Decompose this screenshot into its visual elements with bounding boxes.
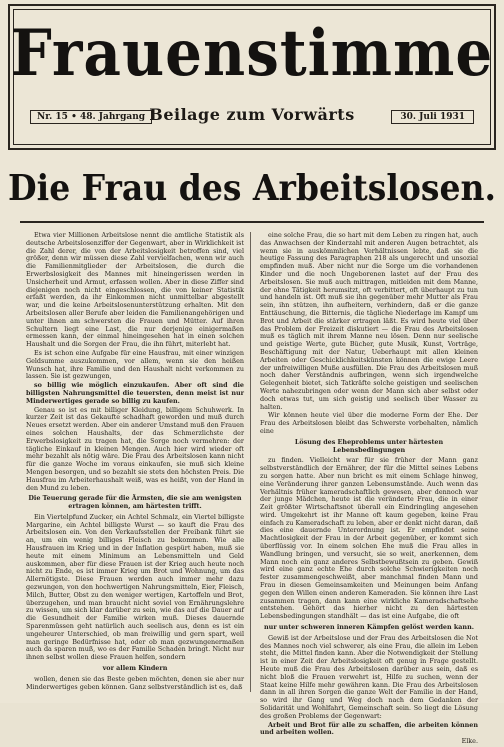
article-headline: Die Frau des Arbeitslosen. — [8, 166, 496, 209]
paragraph: Ein Viertelpfund Zucker, ein Achtel Schmalz, ein Viertel billigste Margarine, ein Achtel billigste Wurst — so kauft die Frau des Arbeitslosen ein. Von den Verkaufsstellen der Freibank führt sie an, um ein wenig billiges Fleisch zu bekommen. Wie alle Hausfrauen im Krieg und in der Inflation gespürt haben, muß sie heute mit einem Minimum an Lebensmitteln und Geld auskommen, aber für diese Frauen ist der Krieg auch heute noch nicht zu Ende, es ist immer Krieg um Brot und Wohnung, um das Allernötigste. Diese Frauen werden auch immer mehr dazu gezwungen, von den hochwertigen Nahrungsmitteln, Eier, Fleisch, Milch, Butter, Obst zu den weniger wertigen, Kartoffeln und Brot, überzugehen, und man braucht nicht soviel von Ernährungslehre zu wissen, um sich klar darüber zu sein, wie das auf die Dauer auf die Gesundheit der Familie wirken muß. Dieses dauernde Sparenmüssen geht natürlich auch seelisch aus, denn es ist ein ungeheurer Unterschied, ob man freiwillig und gern spart, weil man geringe Bedürfnisse hat, oder ob man gezwungenermaßen auch da sparen muß, wo es der Familie Schaden bringt. Nicht nur ihnen selbst wollen diese Frauen helfen, sondern — [26, 512, 244, 662]
paragraph: Gewiß ist der Arbeitslose und der Frau des Arbeitslosen die Not des Mannes noch viel schwerer, als eine Frau, die allein im Leben steht, die Mittel finden kann. Aber die Notwendigkeit der Stellung ist in einer Zeit der Arbeitslosigkeit oft genug in Frage gestellt. Heute muß die Frau des Arbeitslosen darüber aus sein, daß es nicht bloß die Frauen verwehrt ist, Hilfe zu suchen, wenn der Staat keine Hilfe mehr gewähren kann. Die Frau des Arbeitslosen dann in all ihren Sorgen die ganze Welt der Familie in der Hand, so wird ihr Gang und Weg doch nach dem Gedanken der Solidarität und Wohlfahrt, Gemeinschaft sein. So liegt die Lösung des großen Problems der Gegenwart: — [260, 633, 478, 720]
column-divider — [250, 232, 251, 692]
paragraph: Es ist schon eine Aufgabe für eine Hausfrau, mit einer winzigen Geldsumme auszukommen, vor allem, wenn sie den heißen Wunsch hat, ihre Familie und den Haushalt nicht verkommen zu lassen. Sie ist gezwungen, — [26, 348, 244, 381]
paragraph: Wir können heute viel über die moderne Form der Ehe. Der Frau des Arbeitslosen bleibt das Schwerste vorbehalten, nämlich eine — [260, 411, 478, 435]
paragraph-emphasis: so billig wie möglich einzukaufen. Aber oft sind die billigsten Nahrungsmittel die teuersten, denn meist ist nur Minderwertiges gerade so billig zu kaufen. — [26, 381, 244, 405]
paragraph-emphasis: Arbeit und Brot für alle zu schaffen, die arbeiten können und arbeiten wollen. — [260, 720, 478, 737]
subheading: vor allem Kindern — [102, 664, 168, 673]
paragraph: eine solche Frau, die so hart mit dem Leben zu ringen hat, auch das Anwachsen der Kinderzahl mit anderen Augen betrachtet, als wenn sie in auskömmlichen Verhältnissen lebte, daß sie die heutige Fassung des Paragraphen 218 als ungerecht und unsozial empfinden muß. Aber nicht nur die Sorge um die vorhandenen Kinder und die noch Ungeborenen lastet auf der Frau des Arbeitslosen. Sie muß auch mittragen, mitleiden mit dem Manne, der ohne Tätigkeit herumsitzt, oft verbittert, oft überhaupt zu tun und handeln ist. Oft muß sie ihn gegenüber mehr Mutter als Frau sein, ihn stützen, ihn aufheitern, verhindern, daß er die ganze Enttäuschung, die Bitternis, die tägliche Niederlage im Kampf um Brot und Arbeit die stärker ertragen läßt. Es wird heute viel über das Problem der Freizeit diskutiert — die Frau des Arbeitslosen muß es täglich mit ihrem Manne neu lösen. Denn nur seelische und geistige Werte, gute Bücher, gute Musik, Kunst, Vorträge, Beschäftigung mit der Natur, Ueberhaupt mit allen kleinen Arbeiten oder Geschicklichkeitskünsten können die ewige Leere der unfreiwilligen Muße ausfüllen. Die Frau des Arbeitslosen muß noch daher Verständnis aufbringen, wenn sich irgendwelche Gelegenheit bietet, sich Tatkräfte solche geistigen und seelischen Werte nahezubringen oder wenn der Mann sich aber selbst oder doch etwas tut, um sich geistig und seelisch über Wasser zu halten. — [260, 231, 478, 411]
paragraph: zu finden. Vielleicht war für sie früher der Mann ganz selbstverständlich der Ernährer, der für die Mittel seines Lebens zu sorgen hatte. Aber nun bricht es mit einem Schlage hinweg, eine Veränderung ihrer ganzen Lebensumstände. Auch wenn das Verhältnis früher kameradschaftlich gewesen, aber dennoch war der junge Mädchen, heute ist die veränderte Frau, die in einer Zeit größter Wirtschaftsnot überall ein Eindringling angesehen wird. Umgekehrt ist ihr Manne oft kaum gegeben, keine Frau einfach zu Kameradschaft zu leben, aber er denkt nicht daran, daß dies eine dauernde Unterordnung ist. Er empfindet seine Machtlosigkeit der Frau in der Arbeit gegenüber, er kommt sich überflüssig vor. In einem solchen Ehe muß die Frau alles in Wandlung bringen, und versucht, sie so weit, anerkennen, dem Mann noch ein ganz anderes Selbstbewußtsein zu geben. Gewiß wird eine ganz echte Ehe durch solche Schwierigkeiten noch fester zusammengeschweißt, aber manchmal finden Mann und Frau in diesen Gemeinsamkeiten und Meinungen beim Anfang gegen den Willen einen anderen Kameraden. Sie können ihre Last zusammen tragen, dann kann eine wirkliche Kameradschaftsehe entstehen. Gehört das hierher nicht zu den härtesten Lebensbedingungen standhält — das ist eine Aufgabe, die oft — [260, 456, 478, 621]
subheading: Die Teuerung gerade für die Ärmsten, die sie am wenigsten ertragen können, am härtesten trifft. — [28, 494, 242, 511]
article-column-right — [260, 232, 478, 747]
subheading: Lösung des Eheproblems unter härtesten Lebensbedingungen — [294, 437, 444, 454]
newspaper-title: Frauenstimme — [10, 15, 494, 91]
subheading: nur unter schweren inneren Kämpfen gelöst werden kann. — [264, 623, 474, 632]
article-column-left — [26, 232, 244, 692]
issue-number: Nr. 15 • 48. Jahrgang — [30, 110, 152, 124]
paragraph: Genau so ist es mit billiger Kleidung, billigem Schuhwerk. In kurzer Zeit ist das Gekaufte schadhaft geworden und muß durch Neues ersetzt werden. Aber ein anderer Umstand muß den Frauen eines solchen Haushalts, der das Schmerzlichste der Erwerbslosigkeit zu tragen hat, die Sorge noch vermehren: der tägliche Einkauf in kleinen Mengen. Auch hier wird wieder oft mehr bezahlt als nötig wäre. Die Frau des Arbeitslosen kann nicht für die ganze Woche im voraus einkaufen, sie muß sich kleine Mengen besorgen, und so bezahlt sie stets den höchsten Preis. Die Hausfrau im Arbeiterhaushalt weiß, was es heißt, von der Hand in den Mund zu leben. — [26, 405, 244, 492]
masthead — [8, 4, 496, 150]
issue-date: 30. Juli 1931 — [391, 110, 474, 124]
author-signature: Elke. — [461, 737, 478, 746]
paragraph: wollen, denen sie das Beste geben möchten, denen sie aber nur Minderwertiges geben können. Ganz selbstverständlich ist es, daß — [26, 674, 244, 691]
supplement-label: Beilage zum Vorwärts — [149, 105, 355, 124]
headline-rule — [20, 221, 484, 223]
paragraph: Etwa vier Millionen Arbeitslose nennt die amtliche Statistik als deutsche Arbeitslosenziffer der Gegenwart, aber in Wirklichkeit ist die Zahl derer, die von der Arbeitslosigkeit betroffen sind, viel größer, denn wir müssen diese Zahl vervielfachen, wenn wir auch die Familienmitglieder der Arbeitslosen, die durch die Erwerbslosigkeit des Mannes mit hineingerissen werden in Unsicherheit und Armut, erfassen wollen. Aber in diese Ziffer sind diejenigen noch nicht eingeschlossen, die von keiner Statistik erfaßt werden, da ihr Einkommen nicht unmittelbar abgestellt war, und die keine Arbeitslosenunterstützung erhalten. Mit den Arbeitslosen aller Berufe aber leiden die Familienangehörigen und unter ihnen am schwersten die Frauen und Mütter. Auf ihren Schultern liegt eine Last, die nur derjenige einigermaßen ermessen kann, der einmal hineingesehen hat in einen solchen Haushalt und die Sorgen der Frau, die ihn führt, miterlebt hat. — [26, 231, 244, 349]
